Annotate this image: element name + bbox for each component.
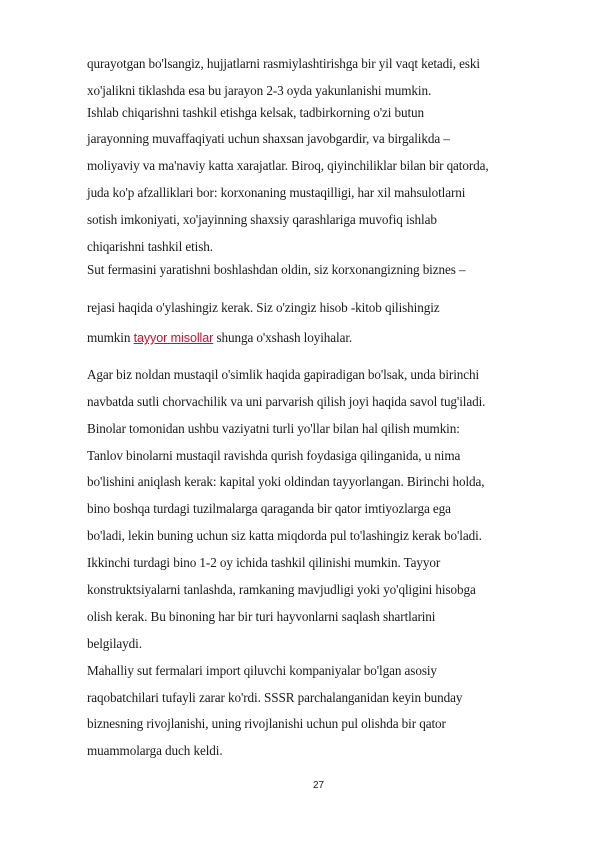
text-line: Binolar tomonidan ushbu vaziyatni turli yo'llar bilan hal qilish mumkin:: [87, 421, 460, 436]
text-line: Agar biz noldan mustaqil o'simlik haqida gapiradigan bo'lsak, unda birinchi: [87, 367, 480, 382]
text-line: biznesning rivojlanishi, uning rivojlanishi uchun pul olishda bir qator: [87, 716, 446, 731]
link-line-before: mumkin: [87, 330, 134, 345]
text-line: juda ko'p afzalliklari bor: korxonaning mustaqilligi, har xil mahsulotlarni: [87, 185, 466, 200]
tayyor-misollar-link[interactable]: tayyor misollar: [133, 331, 214, 345]
text-line: xo'jalikni tiklashda esa bu jarayon 2-3 oyda yakunlanishi mumkin.: [87, 83, 432, 98]
text-line: Tanlov binolarni mustaqil ravishda qurish foydasiga qilinganida, u nima: [87, 448, 461, 463]
text-line: Mahalliy sut fermalari import qiluvchi kompaniyalar bo'lgan asosiy: [87, 663, 437, 678]
text-line: qurayotgan bo'lsangiz, hujjatlarni rasmiylashtirishga bir yil vaqt ketadi, eski: [87, 56, 480, 71]
text-line: belgilaydi.: [87, 636, 142, 651]
text-line: Ikkinchi turdagi bino 1-2 oy ichida tashkil qilinishi mumkin. Tayyor: [87, 555, 441, 570]
text-line: Sut fermasini yaratishni boshlashdan oldin, siz korxonangizning biznes –: [87, 262, 466, 277]
text-line: bo'ladi, lekin buning uchun siz katta miqdorda pul to'lashingiz kerak bo'ladi.: [87, 528, 482, 543]
text-line: raqobatchilari tufayli zarar ko'rdi. SSSR parchalanganidan keyin bunday: [87, 690, 463, 705]
text-line-with-link: [87, 330, 352, 346]
text-line: sotish imkoniyati, xo'jayinning shaxsiy qarashlariga muvofiq ishlab: [87, 212, 437, 227]
text-line: jarayonning muvaffaqiyati uchun shaxsan javobgardir, va birgalikda –: [87, 131, 450, 146]
text-line: muammolarga duch keldi.: [87, 743, 223, 758]
text-line: Ishlab chiqarishni tashkil etishga kelsak, tadbirkorning o'zi butun: [87, 105, 425, 120]
text-line: olish kerak. Bu binoning har bir turi hayvonlarni saqlash shartlarini: [87, 609, 436, 624]
text-line: chiqarishni tashkil etish.: [87, 239, 213, 254]
text-line: bo'lishini aniqlash kerak: kapital yoki oldindan tayyorlangan. Birinchi holda,: [87, 474, 485, 489]
page-number: 27: [312, 780, 325, 791]
text-line: navbatda sutli chorvachilik va uni parvarish qilish joyi haqida savol tug'iladi.: [87, 394, 486, 409]
text-line: bino boshqa turdagi tuzilmalarga qaraganda bir qator imtiyozlarga ega: [87, 501, 451, 516]
text-line: moliyaviy va ma'naviy katta xarajatlar. Biroq, qiyinchiliklar bilan bir qatorda,: [87, 158, 489, 173]
link-line-after: shunga o'xshash loyihalar.: [213, 330, 353, 345]
text-line: konstruktsiyalarni tanlashda, ramkaning mavjudligi yoki yo'qligini hisobga: [87, 582, 476, 597]
text-line: rejasi haqida o'ylashingiz kerak. Siz o'zingiz hisob -kitob qilishingiz: [87, 300, 440, 315]
